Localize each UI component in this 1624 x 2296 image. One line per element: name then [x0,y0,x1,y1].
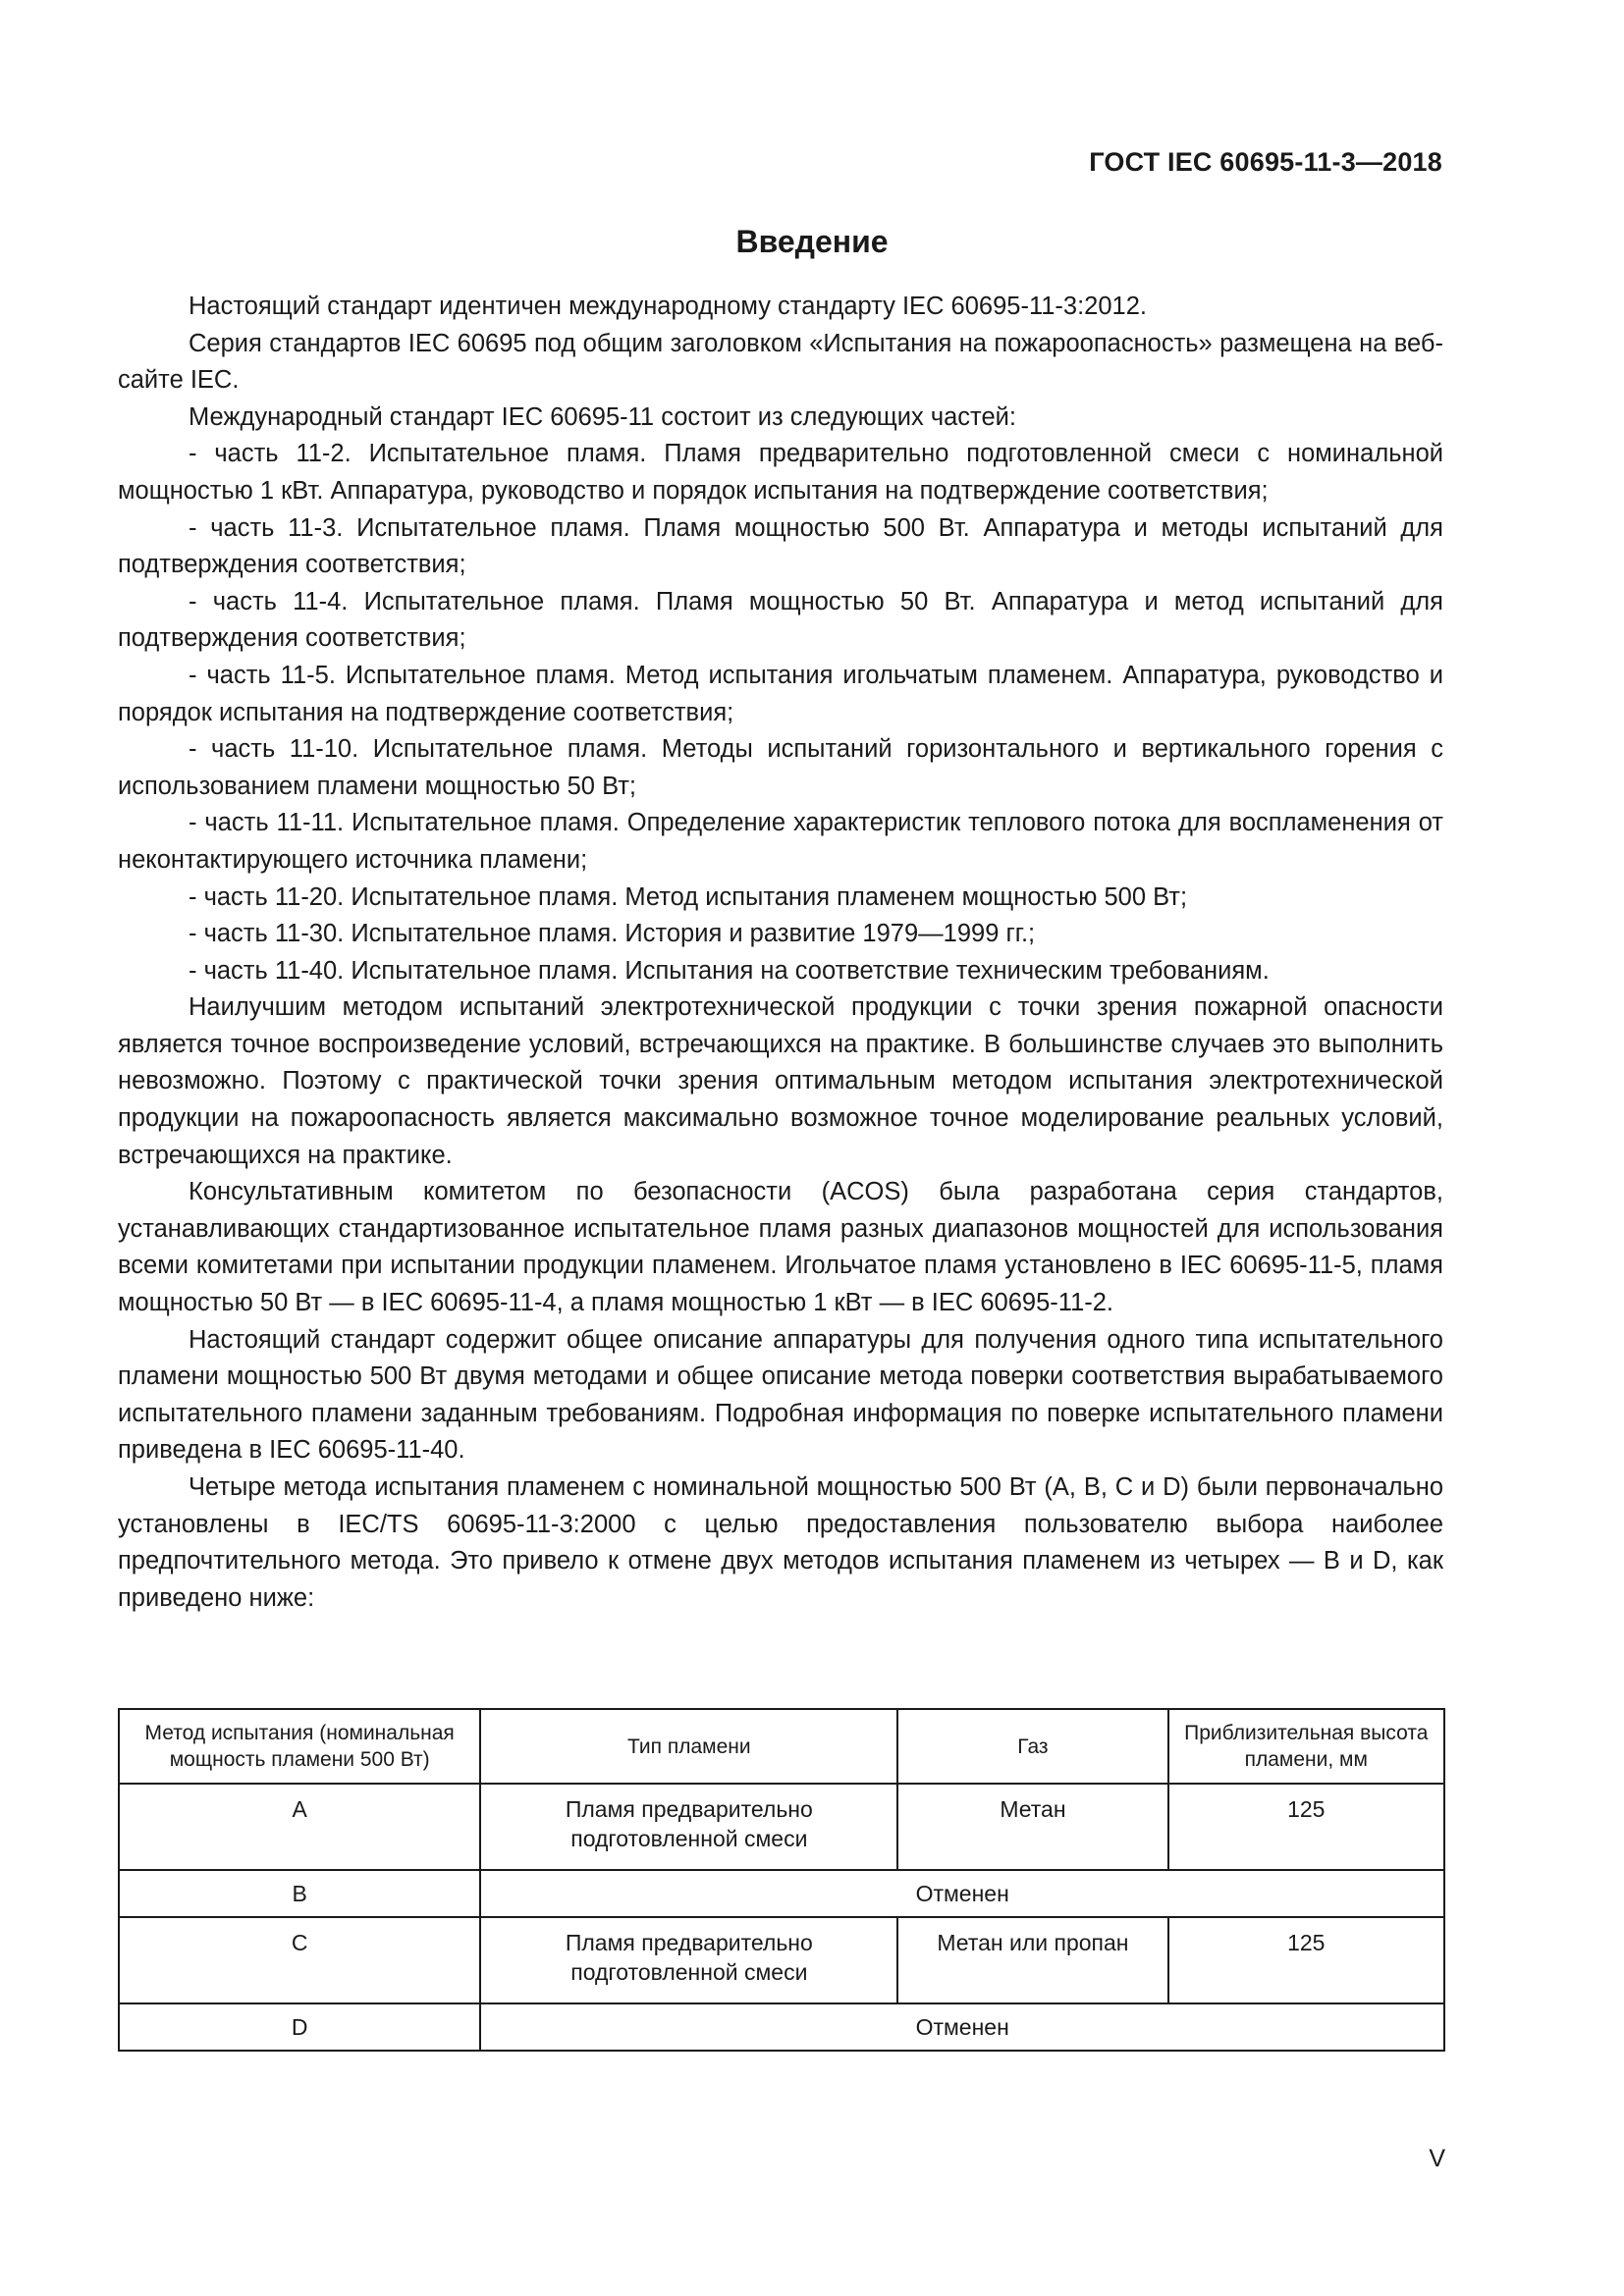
paragraph: Настоящий стандарт идентичен международному стандарту IEC 60695-11-3:2012. [189,293,1147,320]
cell-flame-type: Пламя предварительно подготовленной смеси [480,1784,897,1870]
table-header-row [119,1709,1444,1784]
table-row [119,1917,1444,2003]
paragraph: Настоящий стандарт содержит общее описание аппаратуры для получения одного типа испытательного пламени мощностью 500 Вт двумя методами и общее описание метода поверки соответствия вырабатываемого испытательного пламени заданным требованиям. Подробная информация по поверке испытательного пламени приведена в IEC 60695-11-40. [118,1325,1443,1465]
cell-gas: Метан или пропан [897,1917,1167,2003]
cell-method: D [119,2003,480,2051]
cell-height: 125 [1168,1917,1444,2003]
flame-methods-table [118,1708,1445,2052]
cell-cancelled: Отменен [480,2003,1444,2051]
paragraph: Серия стандартов IEC 60695 под общим заголовком «Испытания на пожароопасность» размещена на веб-сайте IEC. [118,329,1443,395]
list-item: - часть 11-5. Испытательное пламя. Метод испытания игольчатым пламенем. Аппаратура, руководство и порядок испытания на подтверждение соответствия; [118,661,1443,726]
section-title: Введение [735,224,889,259]
document-code: ГОСТ IEC 60695-11-3—2018 [1089,147,1442,177]
body-text [118,289,1443,1617]
list-item: - часть 11-3. Испытательное пламя. Пламя мощностью 500 Вт. Аппаратура и методы испытаний для подтверждения соответствия; [118,513,1443,579]
cell-flame-type: Пламя предварительно подготовленной смеси [480,1917,897,2003]
header-flame-type: Тип пламени [480,1709,897,1784]
header-gas: Газ [897,1709,1167,1784]
cell-method: A [119,1784,480,1870]
table-row [119,1870,1444,1917]
header-method: Метод испытания (номинальная мощность пламени 500 Вт) [119,1709,480,1784]
list-item: - часть 11-4. Испытательное пламя. Пламя мощностью 50 Вт. Аппаратура и метод испытаний для подтверждения соответствия; [118,587,1443,653]
paragraph: Международный стандарт IEC 60695-11 состоит из следующих частей: [189,402,1016,431]
cell-cancelled: Отменен [480,1870,1444,1917]
paragraph: Четыре метода испытания пламенем с номинальной мощностью 500 Вт (A, B, C и D) были первоначально установлены в IEC/TS 60695-11-3:2000 с целью предоставления пользователю выбора наиболее предпочтительного метода. Это привело к отмене двух методов испытания пламенем из четырех — B и D, как приведено ниже: [118,1473,1443,1612]
cell-method: B [119,1870,480,1917]
list-item: - часть 11-10. Испытательное пламя. Методы испытаний горизонтального и вертикального горения с использованием пламени мощностью 50 Вт; [118,735,1443,800]
list-item: - часть 11-40. Испытательное пламя. Испытания на соответствие техническим требованиям. [189,956,1270,985]
list-item: - часть 11-20. Испытательное пламя. Метод испытания пламенем мощностью 500 Вт; [189,882,1188,911]
table-row [119,1784,1444,1870]
paragraph: Консультативным комитетом по безопасности (ACOS) была разработана серия стандартов, устанавливающих стандартизованное испытательное пламя разных диапазонов мощностей для использования всеми комитетами при испытании продукции пламенем. Игольчатое пламя установлено в IEC 60695-11-5, пламя мощностью 50 Вт — в IEC 60695-11-4, а пламя мощностью 1 кВт — в IEC 60695-11-2. [118,1178,1443,1317]
table-row [119,2003,1444,2051]
page-number: V [1429,2145,1445,2172]
list-item: - часть 11-30. Испытательное пламя. История и развитие 1979—1999 гг.; [189,920,1036,948]
list-item: - часть 11-2. Испытательное пламя. Пламя предварительно подготовленной смеси с номинальной мощностью 1 кВт. Аппаратура, руководство и порядок испытания на подтверждение соответствия; [118,440,1443,505]
list-item: - часть 11-11. Испытательное пламя. Определение характеристик теплового потока для воспламенения от неконтактирующего источника пламени; [118,809,1443,874]
cell-gas: Метан [897,1784,1167,1870]
cell-height: 125 [1168,1784,1444,1870]
header-flame-height: Приблизительная высота пламени, мм [1168,1709,1444,1784]
paragraph: Наилучшим методом испытаний электротехнической продукции с точки зрения пожарной опасности является точное воспроизведение условий, встречающихся на практике. В большинстве случаев это выполнить невозможно. Поэтому с практической точки зрения оптимальным методом испытания электротехнической продукции на пожароопасность является максимально возможное точное моделирование реальных условий, встречающихся на практике. [118,993,1443,1169]
cell-method: C [119,1917,480,2003]
